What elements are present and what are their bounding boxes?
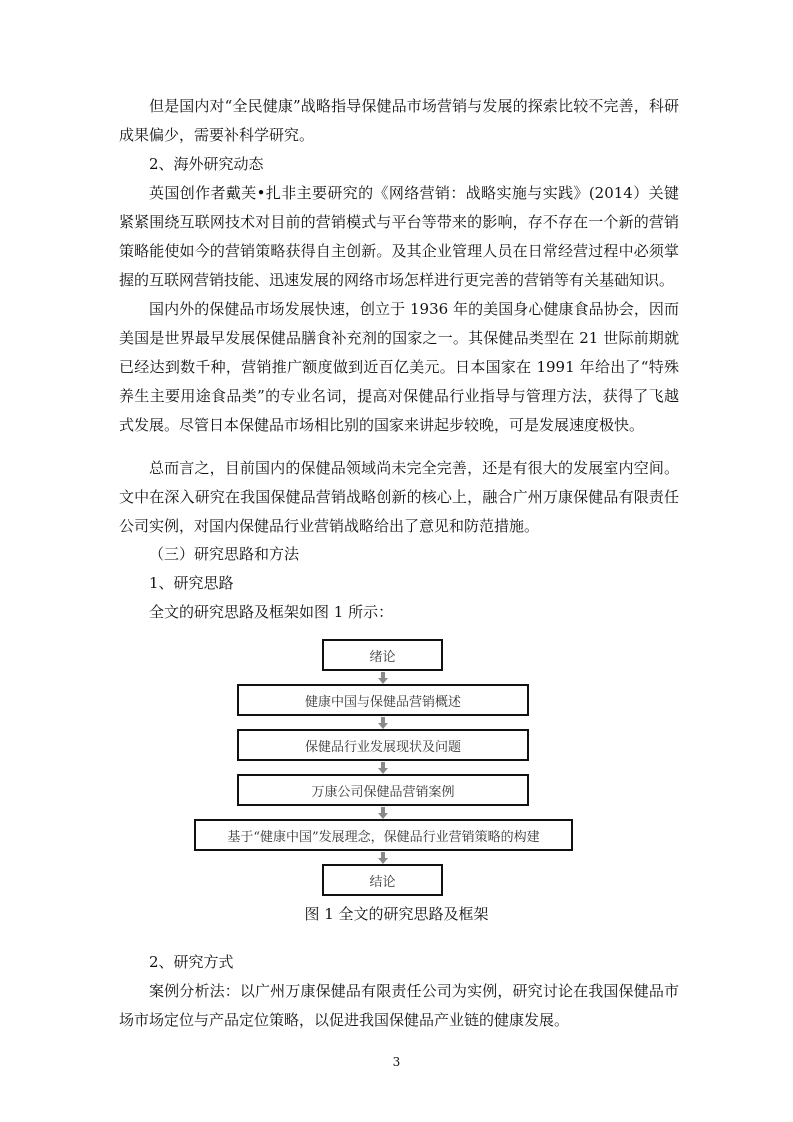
- flow-step-1: 绪论: [322, 639, 443, 671]
- heading-research-method: 2、研究方式: [149, 953, 234, 971]
- down-arrow-icon: [378, 672, 388, 684]
- paragraph-text: 总而言之，目前国内的保健品领域尚未完全完善，还是有很大的发展室内空间。文中在深入研究在我国保健品营销战略创新的核心上，融合广州万康保健品有限责任公司实例，对国内保健品行业营销战略给出了意见和防范措施。: [119, 459, 679, 535]
- figure-intro-text: 全文的研究思路及框架如图 1 所示：: [149, 603, 394, 621]
- heading-research-idea: 1、研究思路: [149, 574, 234, 592]
- paragraph-text: 国内外的保健品市场发展快速，创立于 1936 年的美国身心健康食品协会，因而美国是世界最早发展保健品膳食补充剂的国家之一。其保健品类型在 21 世际前期就已经达到数千种，营销推广额度做到近百亿美元。日本国家在 1991 年给出了“特殊养生主要用途食品类”的专业名词，提高对保健品行业指导与管理方法，获得了飞越式发展。尽管日本保健品市场相比别的国家来讲起步较晚，可是发展速度极快。: [119, 300, 679, 434]
- down-arrow-icon: [378, 807, 388, 819]
- heading-section-three: （三）研究思路和方法: [149, 545, 300, 563]
- paragraph-domestic-summary: [119, 92, 679, 150]
- paragraph-text: 英国创作者戴芙•扎非主要研究的《网络营销：战略实施与实践》(2014）关键紧紧围绕互联网技术对目前的营销模式与平台等带来的影响，存不存在一个新的营销策略能使如今的营销策略获得自主创新。及其企业管理人员在日常经营过程中必须掌握的互联网营销技能、迅速发展的网络市场怎样进行更完善的营销等有关基础知识。: [119, 184, 679, 289]
- down-arrow-icon: [378, 852, 388, 864]
- paragraph-uk-author: [119, 179, 679, 295]
- flow-step-3: 保健品行业发展现状及问题: [237, 729, 529, 761]
- paragraph-foreign-market: [119, 295, 679, 440]
- flow-step-4: 万康公司保健品营销案例: [237, 774, 529, 806]
- paragraph-conclusion-summary: [119, 454, 679, 541]
- heading-overseas-research: 2、海外研究动态: [149, 155, 264, 173]
- page-number: 3: [392, 1055, 401, 1069]
- paragraph-text: 但是国内对“全民健康”战略指导保健品市场营销与发展的探索比较不完善，科研成果偏少，需要补科学研究。: [119, 97, 679, 144]
- paragraph-case-study: [119, 977, 679, 1035]
- flow-step-6: 结论: [322, 864, 443, 896]
- down-arrow-icon: [378, 762, 388, 774]
- paragraph-text: 案例分析法：以广州万康保健品有限责任公司为实例，研究讨论在我国保健品市场市场定位与产品定位策略，以促进我国保健品产业链的健康发展。: [119, 982, 679, 1029]
- flow-step-2: 健康中国与保健品营销概述: [237, 684, 529, 716]
- down-arrow-icon: [378, 717, 388, 729]
- flow-step-5: 基于“健康中国”发展理念，保健品行业营销策略的构建: [194, 819, 573, 851]
- figure-caption: 图 1 全文的研究思路及框架: [304, 905, 489, 923]
